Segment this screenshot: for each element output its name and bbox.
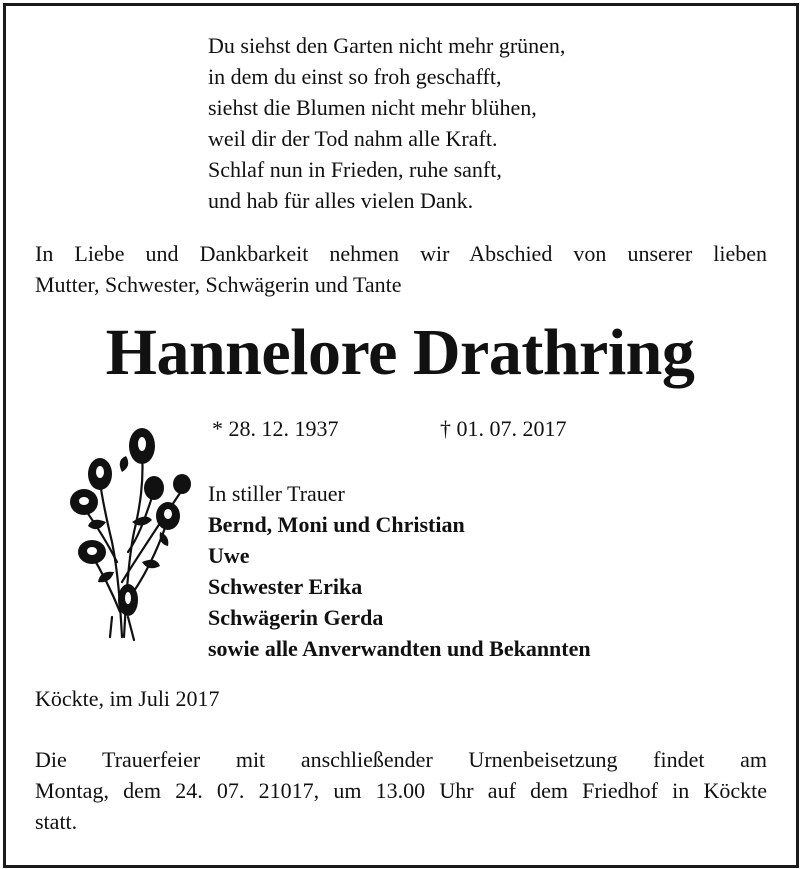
funeral-line-3: statt. [35, 809, 78, 834]
poem-line: in dem du einst so froh geschafft, [208, 64, 502, 89]
mourner-name: sowie alle Anverwandten und Bekannten [208, 636, 591, 661]
mourner-name: Schwester Erika [208, 574, 363, 599]
mourner-name: Schwägerin Gerda [208, 605, 384, 630]
mourner-name: Uwe [208, 543, 250, 568]
poem-line: weil dir der Tod nahm alle Kraft. [208, 126, 498, 151]
intro-line-1: In Liebe und Dankbarkeit nehmen wir Abschied von unserer lieben [35, 241, 767, 266]
poem-line: Du siehst den Garten nicht mehr grünen, [208, 33, 566, 58]
death-date: † 01. 07. 2017 [440, 416, 567, 441]
poem-line: siehst die Blumen nicht mehr blühen, [208, 95, 537, 120]
intro-line-2: Mutter, Schwester, Schwägerin und Tante [35, 272, 402, 297]
funeral-notice [35, 744, 767, 837]
poem-line: Schlaf nun in Frieden, ruhe sanft, [208, 157, 502, 182]
poem-line: und hab für alles vielen Dank. [208, 188, 474, 213]
intro-text [35, 238, 767, 300]
mourners-block [208, 478, 591, 664]
mourner-name: Bernd, Moni und Christian [208, 512, 465, 537]
birth-date: * 28. 12. 1937 [212, 416, 339, 441]
funeral-line-1: Die Trauerfeier mit anschließender Urnenbeisetzung findet am [35, 747, 767, 772]
mourners-heading: In stiller Trauer [208, 481, 345, 506]
poem [208, 30, 565, 216]
deceased-name: Hannelore Drathring [105, 316, 695, 389]
funeral-line-2: Montag, dem 24. 07. 21017, um 13.00 Uhr auf dem Friedhof in Köckte [35, 778, 767, 803]
rose-bouquet-icon [62, 412, 192, 644]
place-date: Köckte, im Juli 2017 [35, 686, 220, 711]
